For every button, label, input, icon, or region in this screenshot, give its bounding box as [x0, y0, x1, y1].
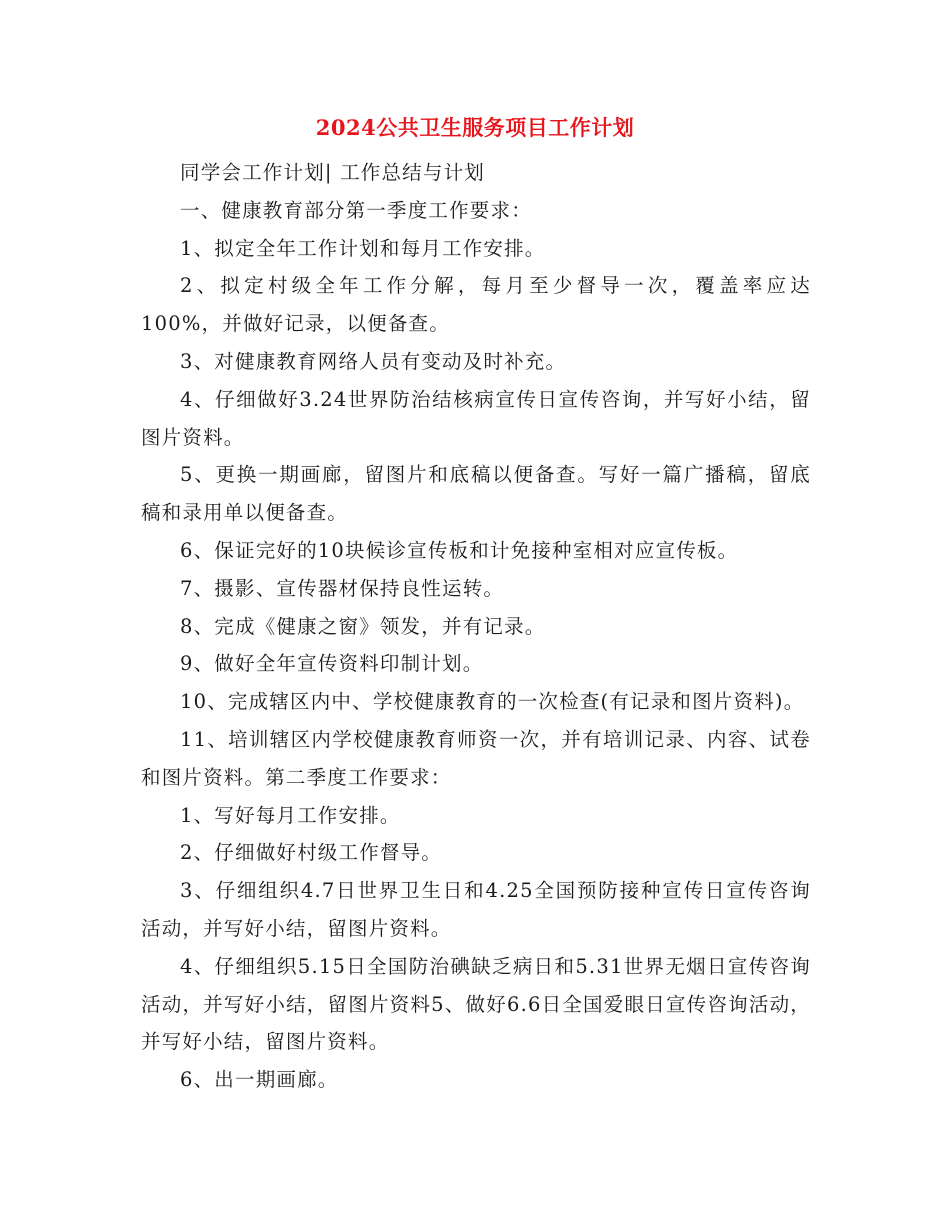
- paragraph-item: 3、仔细组织4.7日世界卫生日和4.25全国预防接种宣传日宣传咨询活动，并写好小结，留图片资料。: [141, 879, 811, 940]
- paragraph-item: 3、对健康教育网络人员有变动及时补充。: [180, 349, 567, 373]
- paragraph-item: 7、摄影、宣传器材保持良性运转。: [180, 576, 505, 600]
- paragraph-item: 11、培训辖区内学校健康教育师资一次，并有培训记录、内容、试卷和图片资料。第二季度工作要求：: [141, 727, 811, 789]
- paragraph-item: 4、仔细组织5.15日全国防治碘缺乏病日和5.31世界无烟日宣传咨询活动，并写好小结，留图片资料5、做好6.6日全国爱眼日宣传咨询活动，并写好小结，留图片资料。: [141, 954, 811, 1054]
- paragraph-item: 6、保证完好的10块候诊宣传板和计免接种室相对应宣传板。: [180, 538, 739, 562]
- document-title: 2024公共卫生服务项目工作计划: [315, 115, 635, 140]
- paragraph-item: 10、完成辖区内中、学校健康教育的一次检查(有记录和图片资料)。: [180, 690, 805, 714]
- paragraph-item: 9、做好全年宣传资料印制计划。: [180, 652, 484, 676]
- paragraph-heading-link: 同学会工作计划| 工作总结与计划: [180, 161, 485, 184]
- paragraph-item: 8、完成《健康之窗》领发，并有记录。: [180, 614, 546, 638]
- paragraph-item: 2、仔细做好村级工作督导。: [180, 841, 443, 865]
- paragraph-item: 1、写好每月工作安排。: [180, 803, 401, 827]
- paragraph-item: 4、仔细做好3.24世界防治结核病宣传日宣传咨询，并写好小结，留图片资料。: [141, 387, 811, 449]
- paragraph-section-heading: 一、健康教育部分第一季度工作要求：: [180, 198, 532, 222]
- document-body: [141, 154, 811, 1099]
- paragraph-item: 6、出一期画廊。: [180, 1068, 339, 1092]
- paragraph-item: 5、更换一期画廊，留图片和底稿以便备查。写好一篇广播稿，留底稿和录用单以便备查。: [141, 463, 811, 525]
- paragraph-item: 1、拟定全年工作计划和每月工作安排。: [180, 236, 546, 260]
- paragraph-item: 2、拟定村级全年工作分解，每月至少督导一次，覆盖率应达100%，并做好记录，以便备查。: [141, 274, 811, 336]
